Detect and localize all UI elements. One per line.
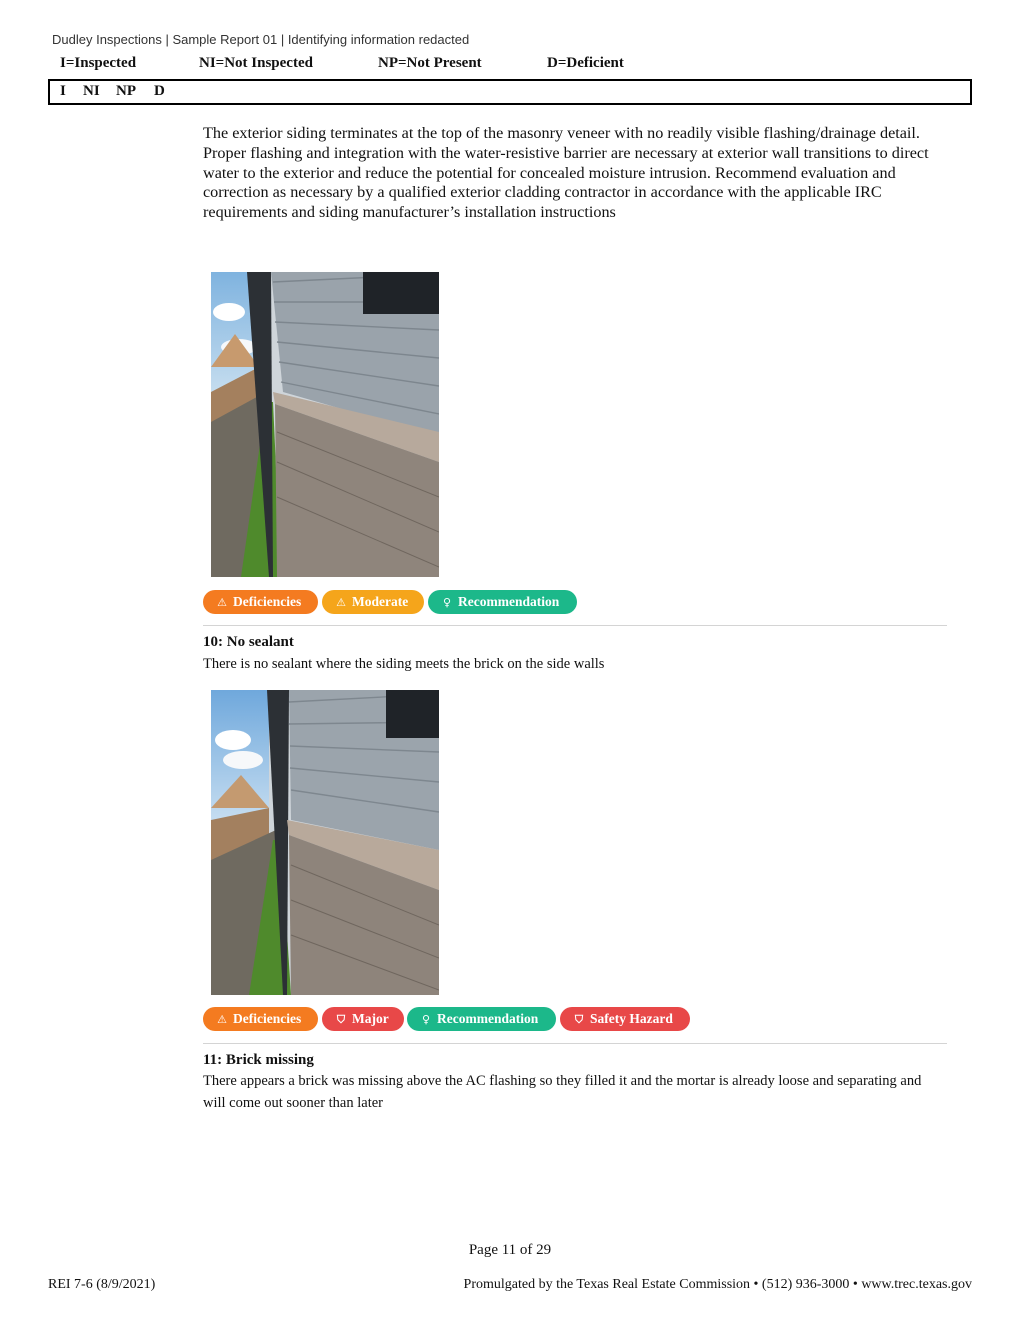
report-header: Dudley Inspections | Sample Report 01 | Identifying information redacted xyxy=(52,32,470,47)
badge-deficiencies: ⚠ Deficiencies xyxy=(203,1007,318,1031)
codes-header-box xyxy=(48,79,972,105)
warning-icon: ⚠ xyxy=(336,596,346,609)
code-ni: NI xyxy=(83,83,100,99)
badge-recommendation: ♀ Recommendation xyxy=(407,1007,556,1031)
item-title: 11: Brick missing xyxy=(203,1052,314,1068)
legend-inspected: I=Inspected xyxy=(60,55,137,71)
lightbulb-icon: ♀ xyxy=(421,1013,431,1026)
item-description: There appears a brick was missing above the AC flashing so they filled it and the mortar is already loose and separating and will come out sooner than later xyxy=(203,1073,922,1111)
page-number: Page 11 of 29 xyxy=(468,1242,552,1258)
code-d: D xyxy=(154,83,165,99)
siding-brick-photo[interactable] xyxy=(211,272,439,577)
legend-not-present: NP=Not Present xyxy=(378,55,482,71)
warning-icon: ⚠ xyxy=(217,1013,227,1026)
divider xyxy=(203,625,947,626)
promulgated-notice: Promulgated by the Texas Real Estate Commission • (512) 936-3000 • www.trec.texas.gov xyxy=(463,1277,972,1292)
shield-icon: ⛉ xyxy=(574,1013,584,1026)
code-np: NP xyxy=(116,83,136,99)
item-description: There is no sealant where the siding meets the brick on the side walls xyxy=(203,656,605,672)
badge-deficiencies: ⚠ Deficiencies xyxy=(203,590,318,614)
photo-illustration xyxy=(211,272,439,577)
badge-recommendation: ♀ Recommendation xyxy=(428,590,577,614)
form-number: REI 7-6 (8/9/2021) xyxy=(48,1277,156,1292)
badge-major: ⛉ Major xyxy=(322,1007,404,1031)
badge-safety-hazard: ⛉ Safety Hazard xyxy=(560,1007,690,1031)
legend-not-inspected: NI=Not Inspected xyxy=(199,55,313,71)
siding-brick-photo[interactable] xyxy=(211,690,439,995)
lightbulb-icon: ♀ xyxy=(442,596,452,609)
code-i: I xyxy=(60,83,66,99)
warning-icon: ⚠ xyxy=(217,596,227,609)
shield-icon: ⛉ xyxy=(336,1013,346,1026)
legend-deficient: D=Deficient xyxy=(547,55,624,71)
badge-moderate: ⚠ Moderate xyxy=(322,590,424,614)
item-title: 10: No sealant xyxy=(203,634,294,650)
photo-illustration xyxy=(211,690,439,995)
divider xyxy=(203,1043,947,1044)
intro-paragraph: The exterior siding terminates at the top of the masonry veneer with no readily visible flashing/drainage detail. Proper flashing and integration with the water-resistive barrier are necessary at exterior wall transitions to direct water to the exterior and reduce the potential for concealed moisture intrusion. Recommend evaluation and correction as necessary by a qualified exterior cladding contractor in accordance with the applicable IRC requirements and siding manufacturer’s installation instructions xyxy=(203,124,929,222)
